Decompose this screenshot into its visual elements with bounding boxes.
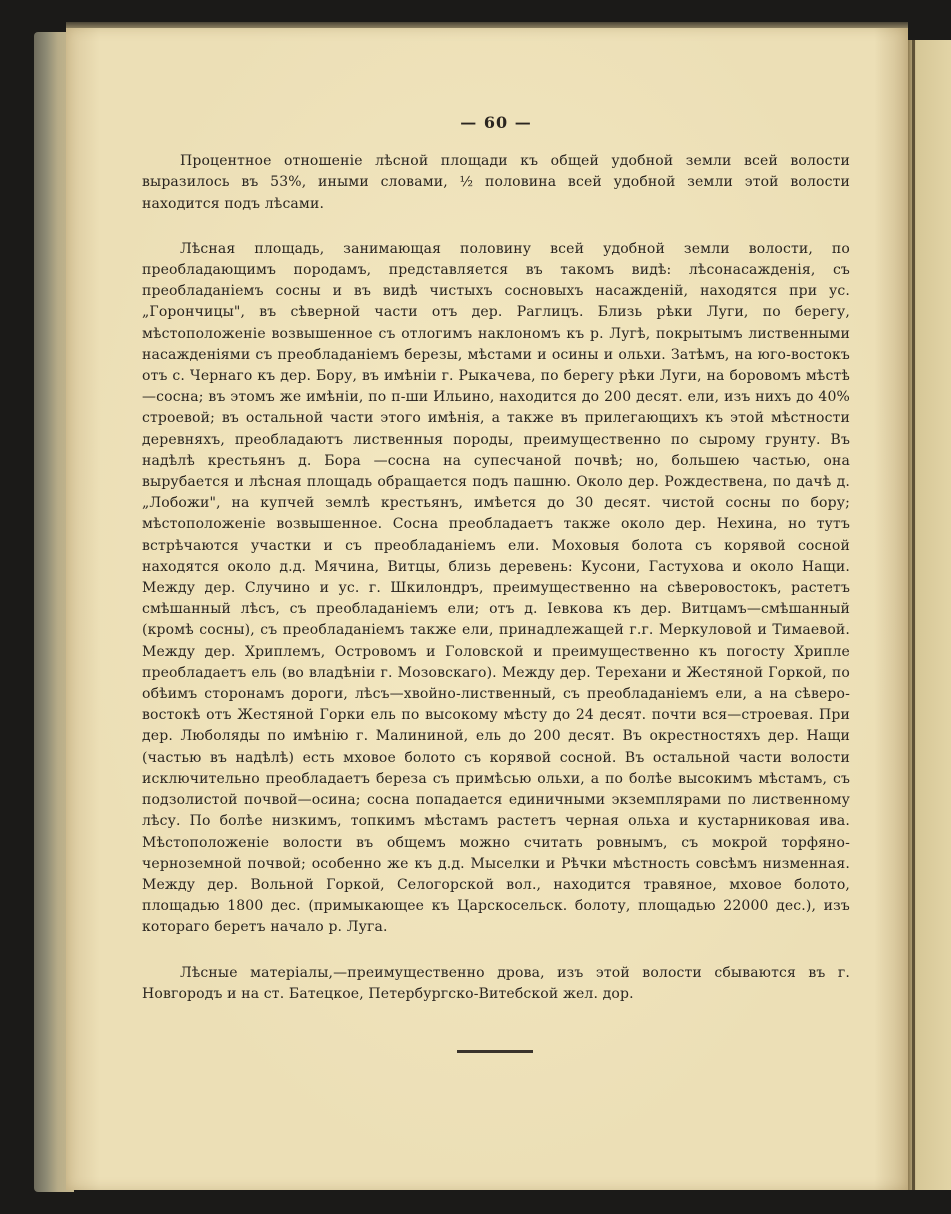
page-number: — 60 — xyxy=(460,113,532,132)
closing-rule xyxy=(457,1050,533,1053)
paragraph-forest-share: Процентное отношеніе лѣсной площади къ общей удобной земли всей волости выразилось въ 53%, иными словами, ½ половина всей удобной земли этой волости находится подъ лѣсами. xyxy=(142,153,850,212)
paragraph-forest-materials: Лѣсные матеріалы,—преимущественно дрова, изъ этой волости сбываются въ г. Новгородъ и на ст. Батецкое, Петербургско-Витебской жел. дор. xyxy=(142,964,850,1002)
page-text xyxy=(142,112,850,1005)
paragraph-forest-description: Лѣсная площадь, занимающая половину всей удобной земли волости, по преобладающимъ породамъ, представляется въ такомъ видѣ: лѣсонасажденія, съ преобладаніемъ сосны и въ видѣ чистыхъ сосновыхъ насажденій, находятся при ус. „Горончицы", въ сѣверной части отъ дер. Раглицъ. Близь рѣки Луги, по берегу, мѣстоположеніе возвышенное съ отлогимъ наклономъ къ р. Лугѣ, покрытымъ лиственными насажденіями съ преобладаніемъ березы, мѣстами и осины и ольхи. Затѣмъ, на юго-востокъ отъ с. Чернаго къ дер. Бору, въ имѣніи г. Рыкачева, по берегу рѣки Луги, на боровомъ мѣстѣ—сосна; въ этомъ же имѣніи, по п-ши Ильино, находится до 200 десят. ели, изъ нихъ до 40% строевой; въ остальной части этого имѣнія, а также въ прилегающихъ къ этой мѣстности деревняхъ, преобладаютъ лиственныя породы, преимущественно по сырому грунту. Въ надѣлѣ крестьянъ д. Бора —сосна на супесчаной почвѣ; но, большею частью, она вырубается и лѣсная площадь обращается подъ пашню. Около дер. Рождествена, по дачѣ д. „Лобожи", на купчей землѣ крестьянъ, имѣется до 30 десят. чистой сосны по бору; мѣстоположеніе возвышенное. Сосна преобладаетъ также около дер. Нехина, но тутъ встрѣчаются участки и съ преобладаніемъ ели. Моховыя болота съ корявой сосной находятся около д.д. Мячина, Витцы, близь деревень: Кусони, Гастухова и около Нащи. Между дер. Случино и ус. г. Шкилондръ, преимущественно на сѣверовостокъ, растетъ смѣшанный лѣсъ, съ преобладаніемъ ели; отъ д. Іевкова къ дер. Витцамъ—смѣшанный (кромѣ сосны), съ преобладаніемъ также ели, принадлежащей г.г. Меркуловой и Тимаевой. Между дер. Хриплемъ, Островомъ и Головской и преимущественно къ погосту Хрипле преобладаетъ ель (во владѣніи г. Мозовскаго). Между дер. Терехани и Жестяной Горкой, по обѣимъ сторонамъ дороги, лѣсъ—хвойно-лиственный, съ преобладаніемъ ели, а на сѣверо-востокѣ отъ Жестяной Горки ель по высокому мѣсту до 24 десят. почти вся—строевая. При дер. Люболяды по имѣнію г. Малининой, ель до 200 десят. Въ окрестностяхъ дер. Нащи (частью въ надѣлѣ) есть мховое болото съ корявой сосной. Въ остальной части волости исключительно преобладаетъ береза съ примѣсью ольхи, а по болѣе высокимъ мѣстамъ, съ подзолистой почвой—осина; сосна попадается единичными экземплярами по лиственному лѣсу. По болѣе низкимъ, топкимъ мѣстамъ растетъ черная ольха и кустарниковая ива. Мѣстоположеніе волости въ общемъ можно считать ровнымъ, съ мокрой торфяно-черноземной почвой; особенно же къ д.д. Мыселки и Рѣчки мѣстность совсѣмъ низменная. Между дер. Вольной Горкой, Селогорской вол., находится травяное, мховое болото, площадью 1800 дес. (примыкающее къ Царскосельск. болоту, площадью 22000 дес.), изъ котораго беретъ начало р. Луга. xyxy=(142,240,850,936)
page-gutter-shadow xyxy=(912,40,915,1190)
